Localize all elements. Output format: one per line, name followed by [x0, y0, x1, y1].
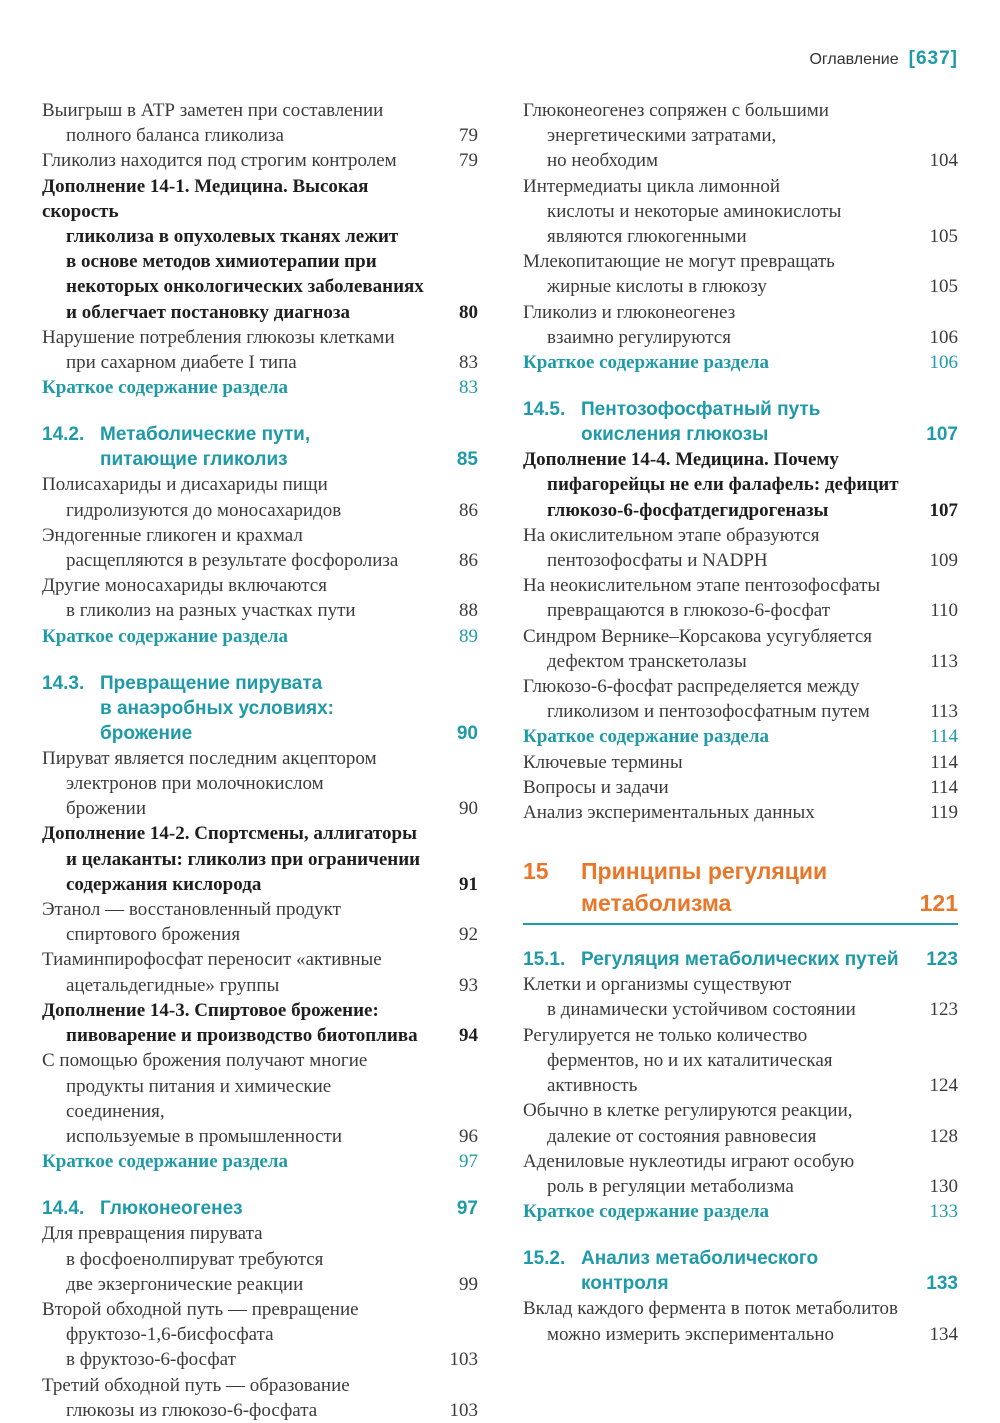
entry-line: Нарушение потребления глюкозы клетками — [42, 326, 395, 348]
page-number: 93 — [459, 974, 478, 996]
entry-line: брожении — [66, 798, 147, 820]
entry-line: гликолизом и пентозофосфатным путем — [547, 701, 870, 723]
entry-line: Синдром Вернике–Корсакова усугубляется — [523, 625, 872, 647]
entry-line: Краткое содержание раздела — [42, 625, 288, 647]
toc-chapter-heading[interactable] — [523, 855, 958, 925]
entry-line: в основе методов химиотерапии при — [66, 251, 377, 273]
entry-line: Краткое содержание раздела — [42, 1151, 288, 1173]
page-number: 80 — [459, 301, 478, 323]
toc-entry[interactable] — [523, 98, 958, 174]
entry-line: расщепляются в результате фосфоролиза — [66, 550, 399, 572]
toc-supplement-entry[interactable] — [42, 174, 478, 325]
entry-line: Гликолиз и глюконеогенез — [523, 301, 736, 323]
toc-entry[interactable] — [523, 750, 958, 775]
entry-line: спиртового брожения — [66, 924, 241, 946]
page-number: 114 — [930, 776, 958, 798]
entry-line: ферментов, но и их каталитическая — [547, 1049, 833, 1071]
entry-line: Дополнение 14-2. Спортсмены, аллигаторы — [42, 823, 417, 845]
toc-summary-entry[interactable] — [523, 724, 958, 749]
entry-line: глюкозы из глюкозо-6-фосфата — [66, 1399, 318, 1421]
entry-line: Дополнение 14-3. Спиртовое брожение: — [42, 999, 379, 1021]
section-number: 15.2. — [523, 1248, 566, 1270]
entry-line: две экзергонические реакции — [66, 1273, 304, 1295]
entry-line: Ключевые термины — [523, 751, 683, 773]
page-number: 97 — [459, 1151, 478, 1173]
entry-line: в фосфоенолпируват требуются — [66, 1248, 324, 1270]
page-number: 107 — [929, 499, 958, 521]
toc-summary-entry[interactable] — [42, 624, 478, 649]
entry-line: Выигрыш в АТР заметен при составлении — [42, 100, 384, 121]
entry-line: Клетки и организмы существуют — [523, 974, 792, 996]
toc-supplement-entry[interactable] — [523, 447, 958, 523]
toc-section-heading[interactable] — [42, 1196, 478, 1221]
toc-entry[interactable] — [523, 174, 958, 250]
toc-entry[interactable] — [523, 775, 958, 800]
page-number: 94 — [459, 1025, 478, 1047]
toc-entry[interactable] — [523, 249, 958, 299]
page-number: 90 — [459, 798, 478, 820]
toc-section-heading[interactable] — [523, 397, 958, 447]
toc-section-heading[interactable] — [42, 671, 478, 746]
toc-entry[interactable] — [523, 1296, 958, 1346]
heading-line: окисления глюкозы — [581, 424, 769, 446]
entry-line: в фруктозо-6-фосфат — [66, 1349, 236, 1371]
entry-line: используемые в промышленности — [66, 1125, 343, 1147]
section-number: 14.3. — [42, 672, 85, 694]
page-number: 106 — [929, 326, 958, 348]
entry-line: и целаканты: гликолиз при ограничении — [66, 848, 421, 870]
toc-entry[interactable] — [42, 947, 478, 997]
toc-entry[interactable] — [42, 1373, 478, 1423]
toc-entry[interactable] — [42, 746, 478, 822]
entry-line: некоторых онкологических заболеваниях — [66, 276, 424, 298]
entry-line: превращаются в глюкозо-6-фосфат — [547, 600, 831, 622]
page-number: 124 — [929, 1075, 958, 1097]
entry-line: пифагорейцы не ели фалафель: дефицит — [547, 474, 899, 496]
toc-entry[interactable] — [523, 573, 958, 623]
entry-line: Глюконеогенез сопряжен с большими — [523, 100, 829, 121]
entry-line: кислоты и некоторые аминокислоты — [547, 200, 842, 222]
heading-line: Регуляция метаболических путей — [581, 949, 899, 971]
heading-line: Метаболические пути, — [100, 424, 311, 446]
page-number: 107 — [926, 424, 958, 446]
page-number: 114 — [930, 726, 958, 748]
page-number: 110 — [930, 600, 958, 622]
toc-entry[interactable] — [42, 98, 478, 148]
entry-line: энергетическими затратами, — [547, 125, 777, 147]
page-number: 113 — [930, 701, 958, 723]
entry-line: Этанол — восстановленный продукт — [42, 899, 341, 921]
entry-line: Регулируется не только количество — [523, 1024, 808, 1046]
entry-line: ацетальдегидные» группы — [66, 974, 280, 996]
section-number: 14.4. — [42, 1198, 85, 1220]
toc-entry[interactable] — [523, 300, 958, 350]
toc-entry[interactable] — [42, 523, 478, 573]
entry-line: дефектом транскетолазы — [547, 650, 747, 672]
page-number: 134 — [929, 1323, 958, 1345]
entry-line: содержания кислорода — [66, 873, 262, 895]
toc-entry[interactable] — [523, 674, 958, 724]
page-number: 103 — [449, 1399, 478, 1421]
entry-line: Дополнение 14-4. Медицина. Почему — [523, 449, 839, 471]
entry-line: Адениловые нуклеотиды играют особую — [523, 1150, 855, 1172]
entry-line: пентозофосфаты и NADPH — [547, 550, 768, 572]
page-number: 88 — [459, 600, 478, 622]
toc-entry[interactable] — [523, 1149, 958, 1199]
entry-line: фруктозо-1,6-бисфосфата — [66, 1324, 274, 1346]
entry-line: Эндогенные гликоген и крахмал — [42, 524, 303, 546]
entry-line: взаимно регулируются — [547, 326, 731, 348]
entry-line: гидролизуются до моносахаридов — [66, 499, 342, 521]
page-number: 86 — [459, 550, 478, 572]
heading-line: метаболизма — [581, 890, 732, 917]
entry-line: Третий обходной путь — образование — [42, 1374, 350, 1396]
page-number: 109 — [929, 550, 958, 572]
page-number: 92 — [459, 924, 478, 946]
entry-line: Вопросы и задачи — [523, 776, 669, 798]
page-number: 133 — [929, 1201, 958, 1223]
page-number: 83 — [459, 352, 478, 374]
toc-column-right — [523, 98, 958, 1347]
toc-section-heading[interactable] — [523, 947, 958, 972]
page-number: 90 — [456, 722, 478, 744]
entry-line: гликолиза в опухолевых тканях лежит — [66, 226, 399, 248]
page-number: 96 — [459, 1125, 478, 1147]
entry-line: жирные кислоты в глюкозу — [547, 276, 767, 298]
entry-line: Обычно в клетке регулируются реакции, — [523, 1100, 853, 1122]
entry-line: Второй обходной путь — превращение — [42, 1298, 359, 1320]
entry-line: На окислительном этапе образуются — [523, 524, 820, 546]
toc-entry[interactable] — [42, 573, 478, 623]
page-number: 113 — [930, 650, 958, 672]
page-number: 133 — [926, 1273, 958, 1295]
entry-line: С помощью брожения получают многие — [42, 1050, 368, 1072]
entry-line: роль в регуляции метаболизма — [547, 1175, 794, 1197]
section-number: 14.2. — [42, 424, 85, 446]
running-header — [809, 48, 958, 70]
entry-line: Краткое содержание раздела — [523, 1201, 769, 1223]
toc-supplement-entry[interactable] — [42, 821, 478, 897]
entry-line: являются глюкогенными — [547, 226, 747, 248]
entry-line: полного баланса гликолиза — [66, 125, 284, 147]
toc-entry[interactable] — [523, 523, 958, 573]
page-number: 119 — [930, 802, 958, 824]
entry-line: Другие моносахариды включаются — [42, 575, 327, 597]
page-number: 85 — [456, 449, 478, 471]
toc-entry[interactable] — [42, 1297, 478, 1373]
toc-entry[interactable] — [42, 1221, 478, 1297]
page-number: 123 — [926, 949, 958, 971]
entry-line: Млекопитающие не могут превращать — [523, 251, 835, 273]
entry-line: активность — [547, 1075, 638, 1097]
page-number: 123 — [929, 999, 958, 1021]
page-number: 130 — [929, 1175, 958, 1197]
toc-summary-entry[interactable] — [523, 1199, 958, 1224]
entry-line: но необходим — [547, 150, 659, 172]
chapter-number: 15 — [523, 858, 549, 885]
heading-line: Принципы регуляции — [581, 858, 828, 885]
entry-line: продукты питания и химические соединения, — [66, 1075, 332, 1122]
toc-entry[interactable] — [42, 148, 478, 173]
entry-line: Для превращения пирувата — [42, 1223, 263, 1245]
toc-supplement-entry[interactable] — [42, 998, 478, 1048]
section-number: 14.5. — [523, 399, 566, 421]
entry-line: Краткое содержание раздела — [523, 352, 769, 374]
page-number: 79 — [459, 125, 478, 147]
entry-line: далекие от состояния равновесия — [547, 1125, 817, 1147]
toc-column-left — [42, 98, 478, 1423]
entry-line: можно измерить экспериментально — [547, 1323, 835, 1345]
toc-entry[interactable] — [523, 1023, 958, 1099]
page-number: 105 — [929, 276, 958, 298]
page-number: 121 — [919, 890, 958, 917]
toc-summary-entry[interactable] — [42, 1149, 478, 1174]
page-number: 106 — [929, 352, 958, 374]
entry-line: Анализ экспериментальных данных — [523, 802, 815, 824]
toc-entry[interactable] — [42, 325, 478, 375]
entry-line: Вклад каждого фермента в поток метаболитов — [523, 1298, 898, 1320]
entry-line: Краткое содержание раздела — [42, 377, 288, 399]
entry-line: при сахарном диабете I типа — [66, 352, 297, 374]
entry-line: Глюкозо-6-фосфат распределяется между — [523, 676, 860, 698]
entry-line: и облегчает постановку диагноза — [66, 301, 351, 323]
toc-entry[interactable] — [42, 897, 478, 947]
entry-line: Краткое содержание раздела — [523, 726, 769, 748]
toc-section-heading[interactable] — [42, 422, 478, 472]
entry-line: пивоварение и производство биотоплива — [66, 1025, 418, 1047]
page-number: 128 — [929, 1125, 958, 1147]
header-page-number: [637] — [908, 48, 958, 69]
entry-line: На неокислительном этапе пентозофосфаты — [523, 575, 881, 597]
entry-line: Тиаминпирофосфат переносит «активные — [42, 949, 382, 971]
toc-entry[interactable] — [523, 1098, 958, 1148]
page-number: 103 — [449, 1349, 478, 1371]
entry-line: Полисахариды и дисахариды пищи — [42, 474, 328, 496]
toc-summary-entry[interactable] — [523, 350, 958, 375]
header-label: Оглавление — [809, 51, 899, 68]
toc-section-heading[interactable] — [523, 1246, 958, 1296]
page-number: 91 — [459, 873, 478, 895]
heading-line: Превращение пирувата — [100, 672, 323, 694]
entry-line: в динамически устойчивом состоянии — [547, 999, 856, 1021]
entry-line: Пируват является последним акцептором — [42, 747, 377, 769]
heading-line: в анаэробных условиях: брожение — [100, 697, 334, 744]
toc-summary-entry[interactable] — [42, 375, 478, 400]
entry-line: в гликолиз на разных участках пути — [66, 600, 356, 622]
toc-entry[interactable] — [42, 472, 478, 522]
page-number: 99 — [459, 1273, 478, 1295]
page-number: 104 — [929, 150, 958, 172]
page-number: 114 — [930, 751, 958, 773]
entry-line: глюкозо-6-фосфатдегидрогеназы — [547, 499, 829, 521]
section-number: 15.1. — [523, 949, 566, 971]
heading-line: Анализ метаболического контроля — [581, 1248, 819, 1295]
page-number: 86 — [459, 499, 478, 521]
toc-entry[interactable] — [523, 800, 958, 825]
page-number: 105 — [929, 226, 958, 248]
toc-entry[interactable] — [523, 624, 958, 674]
entry-line: Гликолиз находится под строгим контролем — [42, 150, 397, 172]
page-number: 97 — [456, 1198, 478, 1220]
entry-line: Дополнение 14-1. Медицина. Высокая скорость — [42, 175, 369, 222]
toc-entry[interactable] — [42, 1048, 478, 1149]
toc-entry[interactable] — [523, 972, 958, 1022]
heading-line: Глюконеогенез — [100, 1198, 243, 1220]
page-number: 79 — [459, 150, 478, 172]
heading-line: Пентозофосфатный путь — [581, 399, 821, 421]
page-number: 83 — [459, 377, 478, 399]
page-number: 89 — [459, 625, 478, 647]
heading-line: питающие гликолиз — [100, 449, 288, 471]
entry-line: Интермедиаты цикла лимонной — [523, 175, 781, 197]
entry-line: электронов при молочнокислом — [66, 773, 324, 795]
